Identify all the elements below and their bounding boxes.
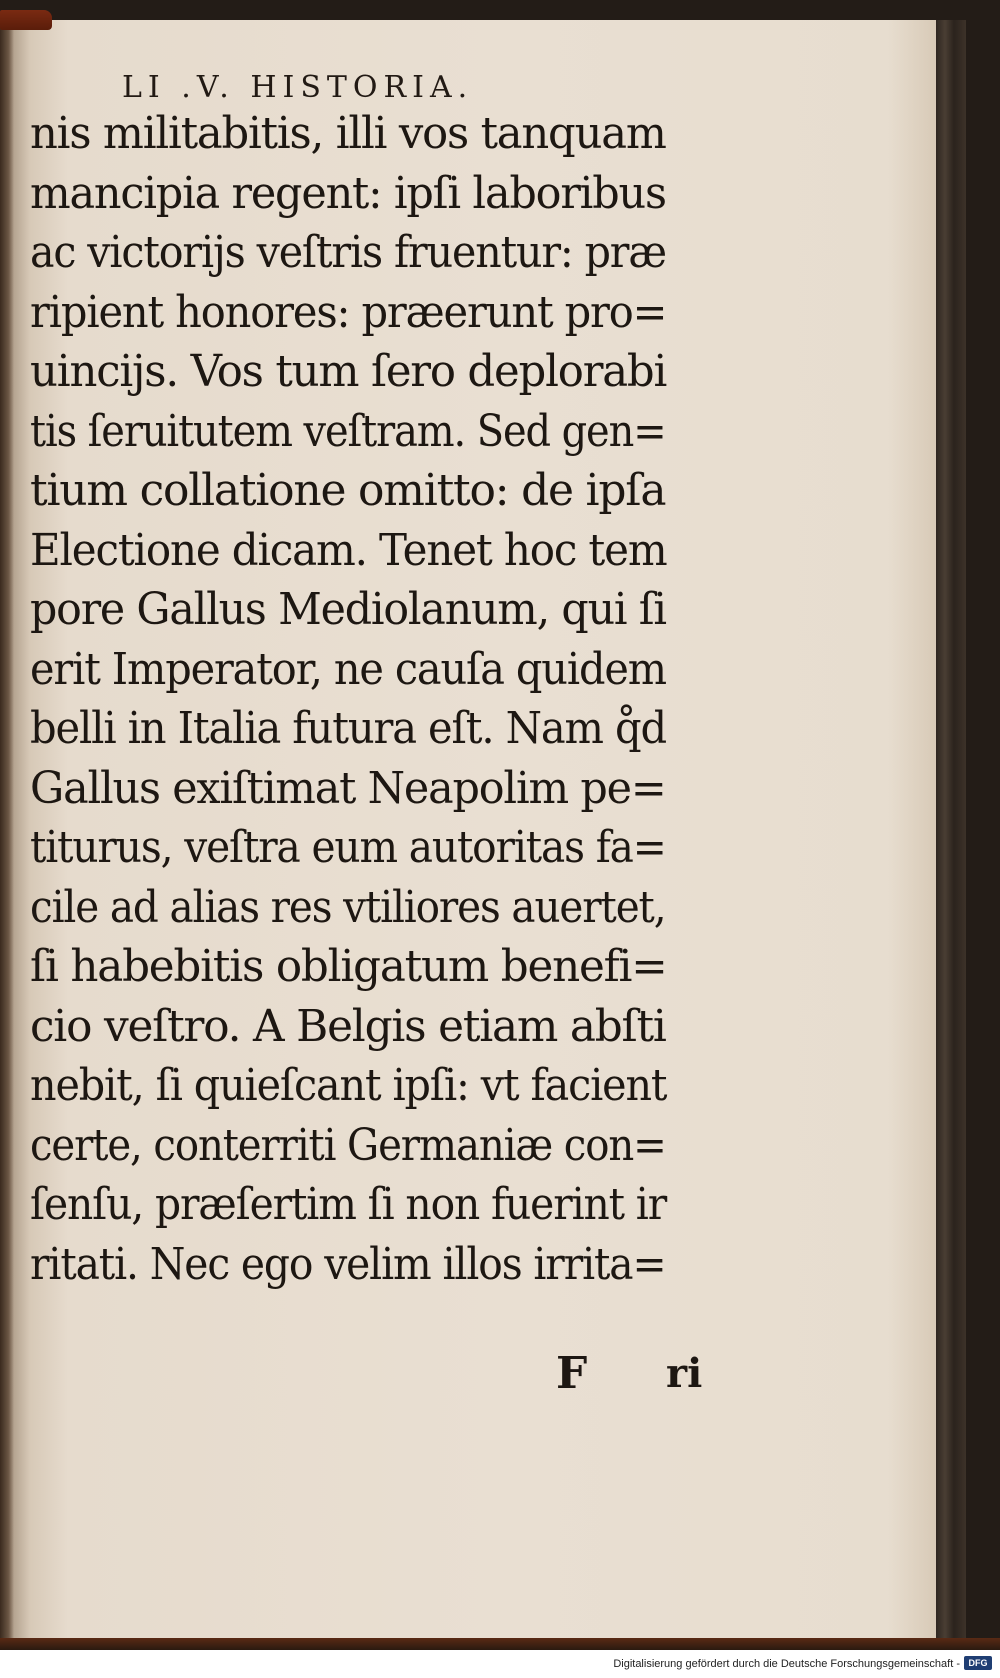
text-line: certe, conterriti Germaniæ con= [30, 1119, 666, 1171]
text-line: nebit, ſi quieſcant ipſi: vt facient [30, 1060, 667, 1111]
text-line: ritati. Nec ego velim illos irrita= [30, 1238, 666, 1290]
dfg-logo: DFG [964, 1656, 992, 1670]
text-line: Gallus exiſtimat Neapolim pe= [30, 762, 666, 814]
fold-shadow [0, 20, 14, 1640]
footer-credit: Digitalisierung gefördert durch die Deutsche Forschungsgemeinschaft - [613, 1658, 960, 1670]
text-line: belli in Italia futura eſt. Nam q̊d [30, 703, 667, 754]
text-line: tis ſeruitutem veſtram. Sed gen= [30, 405, 666, 457]
binding-edge [0, 1638, 1000, 1650]
bookmark-ribbon [0, 10, 52, 30]
text-line: uincijs. Vos tum ſero deplorabi [30, 346, 667, 397]
text-line: pore Gallus Mediolanum, qui ſi [30, 584, 666, 635]
running-head: LI .V. HISTORIA. [122, 70, 474, 105]
signature-mark: F [556, 1348, 588, 1399]
text-line: titurus, veſtra eum autoritas fa= [30, 822, 666, 873]
text-line: nis militabitis, illi vos tanquam [30, 108, 666, 159]
text-line: tium collatione omitto: de ipſa [30, 465, 666, 516]
leaf-number: ri [666, 1350, 703, 1397]
text-line: cio veſtro. A Belgis etiam abſti [30, 1000, 666, 1052]
page-edges [936, 20, 966, 1640]
text-line: ſi habebitis obligatum benefi= [30, 941, 667, 992]
text-line: ripient honores: præerunt pro= [30, 286, 667, 338]
footer-bar [0, 1650, 1000, 1678]
text-line: erit Imperator, ne cauſa quidem [30, 643, 666, 695]
text-line: ac victorijs veſtris fruentur: præ [30, 227, 666, 278]
text-line: Electione dicam. Tenet hoc tem [30, 524, 667, 576]
text-line: cile ad alias res vtiliores auertet, [30, 881, 666, 933]
text-line: mancipia regent: ipſi laboribus [30, 167, 666, 219]
text-line: ſenſu, præſertim ſi non fuerint ir [30, 1179, 667, 1230]
